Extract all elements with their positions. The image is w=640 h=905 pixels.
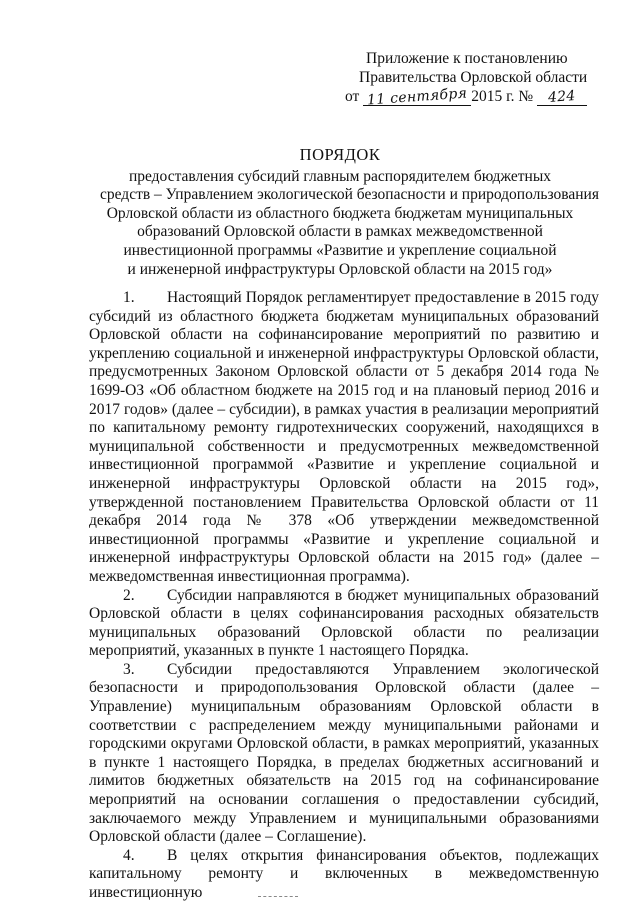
paragraph-4 <box>89 847 599 903</box>
paragraph-3 <box>89 661 599 847</box>
title-subtitle-line: инвестиционной программы «Развитие и укрепление социальной <box>123 241 557 259</box>
title-subtitle-line: средств – Управлением экологической безопасности и природопользования <box>100 186 599 204</box>
title-subtitle-line: и инженерной инфраструктуры Орловской области на 2015 год» <box>127 260 553 278</box>
annex-from-label: от <box>345 88 360 105</box>
annex-number-field <box>537 89 587 106</box>
paragraph-1 <box>89 289 599 587</box>
annex-date-line <box>345 85 605 109</box>
paragraph-text: Субсидии направляются в бюджет муниципальных образований Орловской области в целях софинансирования расходных обязательств муниципальных образований Орловской области по реализации мероприятий, указанных в пункте 1 настоящего Порядка. <box>89 586 599 660</box>
handwritten-date: 11 сентября <box>366 85 468 109</box>
page-footer-mark <box>258 896 298 899</box>
title-subtitle-line: предоставления субсидий главным распорядителем бюджетных <box>128 167 552 185</box>
annex-header <box>345 49 605 109</box>
document-body <box>89 289 599 903</box>
paragraph-number: 1. <box>123 289 135 306</box>
annex-year-text: 2015 г. № <box>471 88 534 105</box>
paragraph-text: Настоящий Порядок регламентирует предоставление в 2015 году субсидий из областного бюджета бюджетам муниципальных образований Орловской области на софинансирование мероприятий по развитию и укреплению социальной и инженерной инфраструктуры Орловской области, предусмотренных Законом Орловской области от 5 декабря 2014 года № 1699-ОЗ «Об областном бюджете на 2015 год и на плановый период 2016 и 2017 годов» (далее – субсидии), в рамках участия в реализации мероприятий по капитальному ремонту гидротехнических сооружений, находящихся в муниципальной собственности и предусмотренных межведомственной инвестиционной программой «Развитие и укрепление социальной и инженерной инфраструктуры Орловской области на 2015 год», утвержденной постановлением Правительства Орловской области от 11 декабря 2014 года № 378 «Об утверждении межведомственной инвестиционной программы «Развитие и укрепление социальной и инженерной инфраструктуры Орловской области на 2015 год» (далее – межведомственная инвестиционная программа). <box>89 289 599 585</box>
paragraph-2 <box>89 587 599 661</box>
annex-line-2: Правительства Орловской области <box>359 69 588 86</box>
paragraph-text: В целях открытия финансирования объектов, подлежащих капитальному ремонту и включенных в межведомственную инвестиционную <box>89 846 599 901</box>
handwritten-number: 424 <box>547 88 577 106</box>
document-title <box>100 145 599 279</box>
paragraph-text: Субсидии предоставляются Управлением экологической безопасности и природопользования Орловской области (далее – Управление) муниципальным образованиям Орловской области в соответствии с распределением между муниципальными районами и городскими округами Орловской области, в рамках мероприятий, указанных в пункте 1 настоящего Порядка, в пределах бюджетных ассигнований и лимитов бюджетных обязательств на 2015 год на софинансирование мероприятий на основании соглашения о предоставлении субсидий, заключаемого между Управлением и муниципальными образованиями Орловской области (далее – Соглашение). <box>89 660 599 846</box>
annex-date-field <box>363 85 471 109</box>
paragraph-number: 2. <box>123 586 135 604</box>
title-subtitle-line: образований Орловской области в рамках межведомственной <box>137 223 543 241</box>
title-heading: ПОРЯДОК <box>299 145 381 164</box>
title-subtitle-line: Орловской области из областного бюджета бюджетам муниципальных <box>106 204 574 222</box>
paragraph-number: 4. <box>123 846 135 864</box>
paragraph-number: 3. <box>123 660 135 678</box>
annex-line-1: Приложение к постановлению <box>366 50 568 67</box>
